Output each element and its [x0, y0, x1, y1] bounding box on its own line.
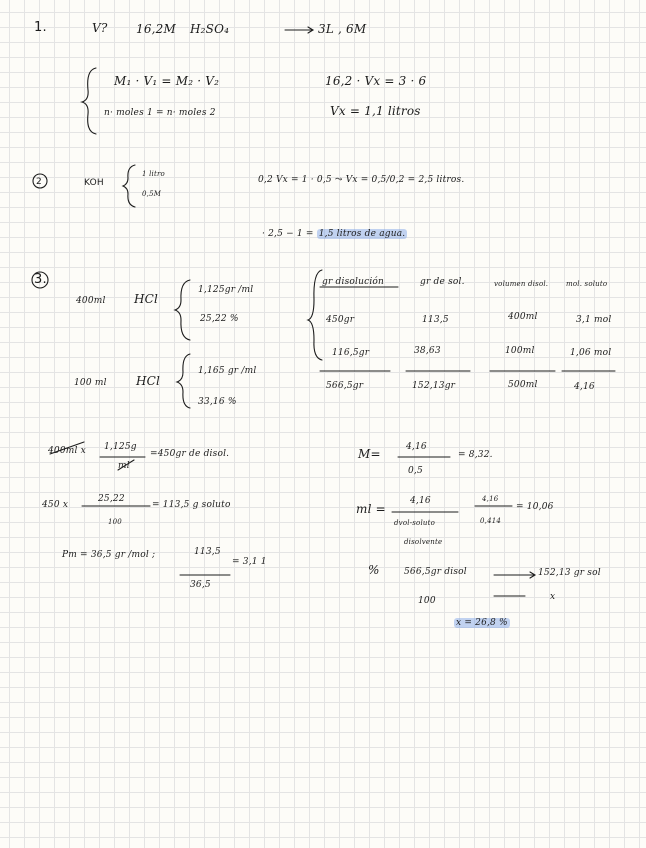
table-total: 152,13gr: [412, 381, 456, 391]
table-cell: 400ml: [508, 312, 538, 322]
table-cell: 38,63: [414, 346, 441, 356]
molarity-denominator: 0,5: [408, 466, 423, 476]
problem-2-concentration: 0,5M: [142, 190, 162, 198]
percent-answer: [454, 616, 510, 630]
molality-subnote: disolvente: [404, 538, 443, 546]
problem-1-calc-2: Vx = 1,1 litros: [330, 104, 421, 118]
percent-answer-highlight: x = 26,8 %: [456, 618, 508, 628]
percent-rule-b: 152,13 gr sol: [538, 568, 601, 578]
molarity-result: = 8,32.: [458, 450, 493, 460]
working-2-result: = 113,5 g soluto: [152, 500, 231, 510]
problem-1-number: 1.: [34, 20, 47, 35]
percent-symbol: %: [368, 563, 380, 577]
molarity-label: M=: [358, 447, 381, 461]
percent-rule-a: 566,5gr disol: [404, 567, 467, 577]
molality-denominator: dvol-soluto: [394, 519, 436, 527]
solution-2-percent: 33,16 %: [198, 397, 237, 407]
working-3-numerator: 113,5: [194, 547, 221, 557]
table-header-mol-soluto: mol. soluto: [566, 280, 608, 288]
table-total: 4,16: [574, 382, 595, 392]
problem-2-compound: KOH: [84, 178, 104, 188]
solution-1-density: 1,125gr /ml: [198, 285, 254, 295]
solution-1-compound: HCl: [134, 292, 159, 306]
problem-1-compound: H₂SO₄: [190, 22, 230, 36]
table-cell: 1,06 mol: [570, 348, 612, 358]
solution-1-percent: 25,22 %: [200, 314, 239, 324]
problem-2-answer-highlight: 1,5 litros de agua.: [318, 229, 406, 239]
molality-numerator-2: 4,16: [482, 495, 499, 503]
percent-rule-d: x: [550, 592, 556, 602]
problem-2-difference-prefix: · 2,5 − 1 =: [262, 229, 314, 239]
table-header-gr-sol: gr de sol.: [420, 277, 465, 287]
table-total: 500ml: [508, 380, 538, 390]
table-cell: 113,5: [422, 315, 449, 325]
solution-2-density: 1,165 gr /ml: [198, 366, 257, 376]
working-2-denominator: 100: [108, 518, 122, 526]
problem-2-volume: 1 litro: [142, 170, 165, 178]
molality-denominator-2: 0,414: [480, 517, 502, 525]
problem-2-number: 2: [36, 177, 42, 187]
problem-1-concentration: 16,2M: [136, 22, 177, 36]
table-cell: 100ml: [505, 346, 535, 356]
working-3-denominator: 36,5: [190, 580, 211, 590]
molality-result: = 10,06: [516, 502, 554, 512]
working-1-numerator: 1,125g: [104, 442, 137, 452]
solution-2-volume: 100 ml: [74, 378, 107, 388]
molality-label: ml =: [356, 502, 386, 516]
table-cell: 116,5gr: [332, 348, 370, 358]
problem-1-equation-2: n· moles 1 = n· moles 2: [104, 108, 216, 118]
working-3-result: = 3,1 1: [232, 557, 267, 567]
working-1-prefix: 400ml x: [48, 446, 86, 456]
problem-3-number: 3.: [34, 272, 47, 287]
table-total: 566,5gr: [326, 381, 364, 391]
table-header-gr-disolucion: gr disolución: [322, 277, 385, 287]
working-1-result: =450gr de disol.: [150, 449, 230, 459]
table-cell: 450gr: [326, 315, 355, 325]
table-header-volumen: volumen disol.: [494, 280, 549, 288]
solution-2-compound: HCl: [136, 374, 161, 388]
problem-2-equation: 0,2 Vx = 1 · 0,5 ⤳ Vx = 0,5/0,2 = 2,5 litros.: [258, 175, 465, 185]
problem-1-calc-1: 16,2 · Vx = 3 · 6: [325, 74, 427, 88]
working-2-prefix: 450 x: [42, 500, 69, 510]
molarity-numerator: 4,16: [406, 442, 427, 452]
problem-1-target: 3L , 6M: [318, 22, 367, 36]
table-cell: 3,1 mol: [576, 315, 612, 325]
problem-1-equation-1: M₁ · V₁ = M₂ · V₂: [114, 74, 220, 88]
molality-numerator: 4,16: [410, 496, 431, 506]
percent-rule-c: 100: [418, 596, 436, 606]
solution-1-volume: 400ml: [76, 296, 106, 306]
working-2-numerator: 25,22: [98, 494, 125, 504]
problem-1-question: V?: [92, 21, 108, 35]
working-3-molar-mass: Pm = 36,5 gr /mol ;: [62, 550, 156, 560]
problem-2-difference: [262, 227, 407, 241]
working-1-denominator: ml: [118, 461, 130, 471]
